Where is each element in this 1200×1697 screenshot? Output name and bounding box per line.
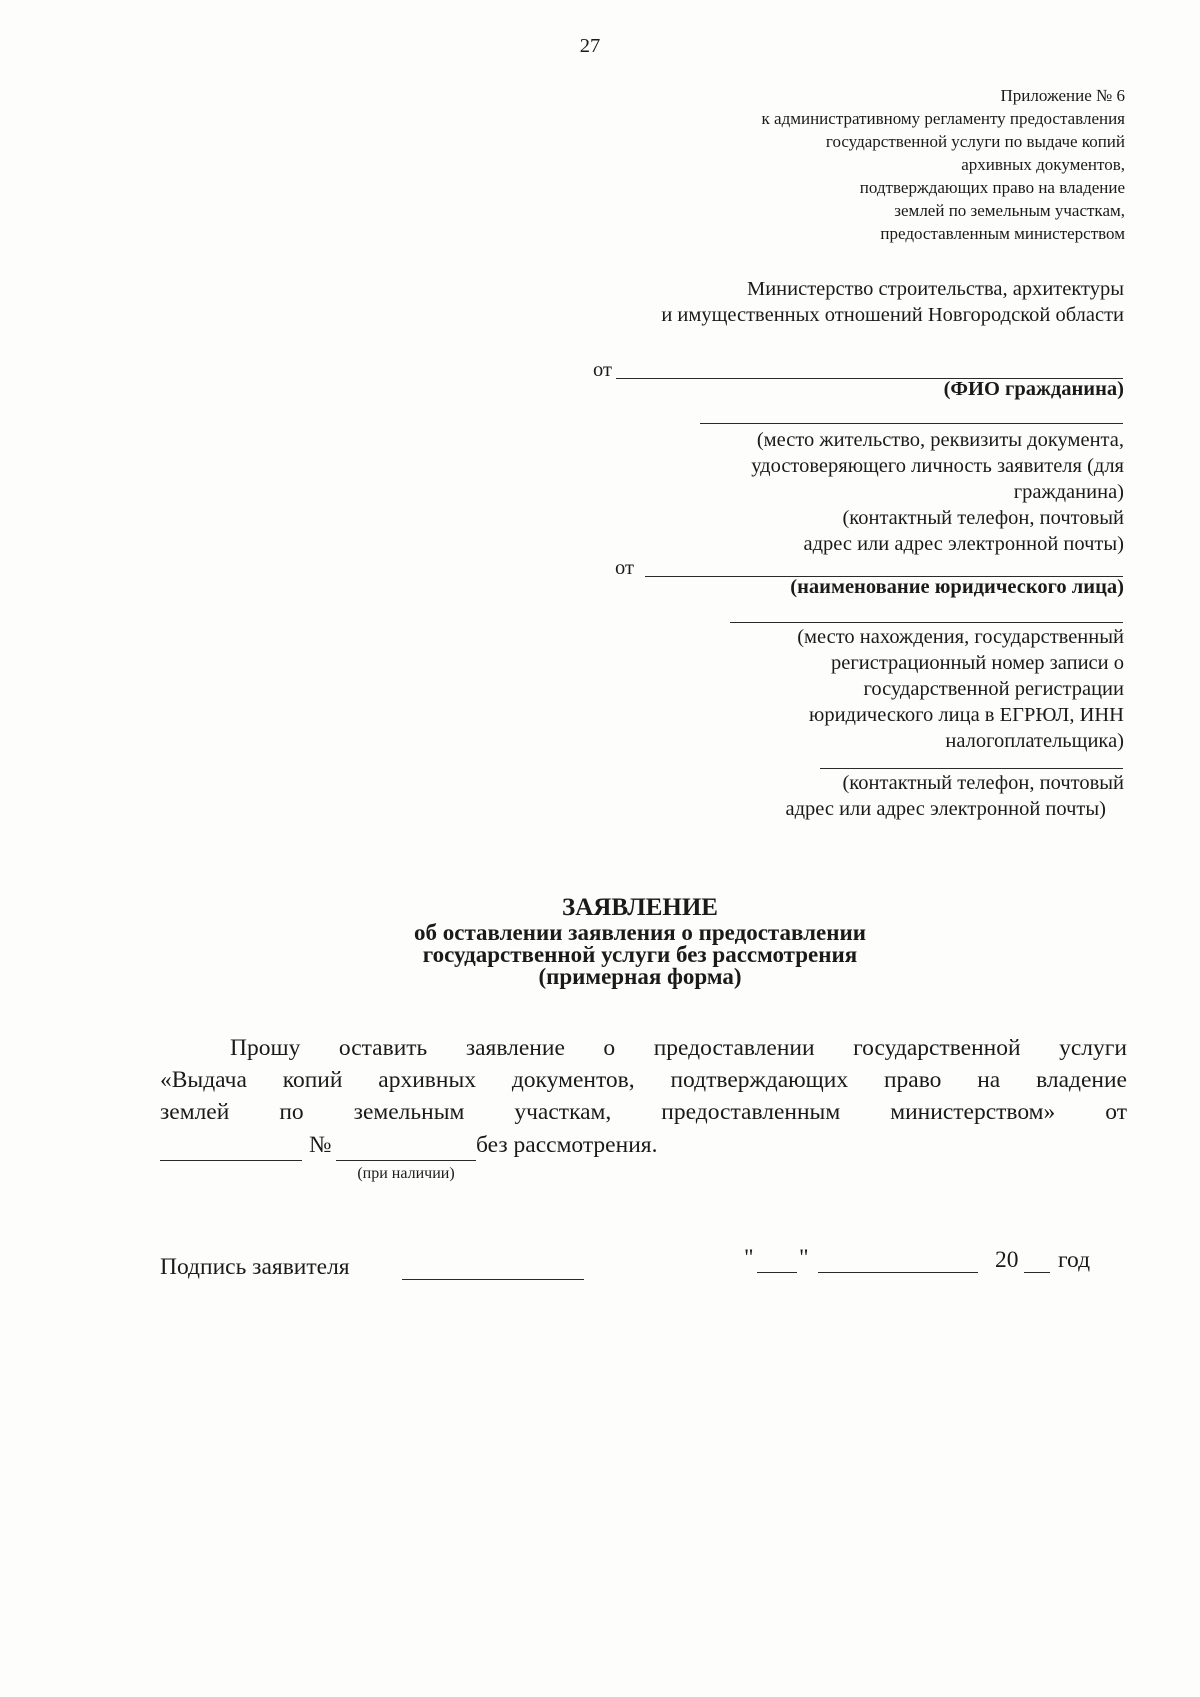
caption-line: удостоверяющего личность заявителя (для: [751, 455, 1124, 477]
caption-line: (контактный телефон, почтовый: [842, 507, 1124, 529]
citizen-name-caption: (ФИО гражданина): [943, 378, 1124, 400]
caption-line: (место нахождения, государственный: [797, 626, 1124, 648]
caption-line: регистрационный номер записи о: [831, 652, 1124, 674]
caption-line: (контактный телефон, почтовый: [842, 772, 1124, 794]
body-line-2: «Выдача копий архивных документов, подтверждающих право на владение: [160, 1067, 1127, 1093]
caption-line: гражданина): [1013, 481, 1124, 503]
statement-number-field[interactable]: [336, 1160, 476, 1161]
appendix-line: государственной услуги по выдаче копий: [825, 132, 1125, 151]
addressee: [500, 276, 1124, 328]
appendix-line: подтверждающих право на владение: [859, 178, 1125, 197]
number-note: (при наличии): [357, 1165, 455, 1182]
appendix-line: предоставленным министерством: [880, 224, 1125, 243]
number-sign: №: [309, 1132, 332, 1158]
caption-line: адрес или адрес электронной почты): [803, 533, 1124, 555]
legal-contact-caption: [640, 770, 1124, 822]
legal-location-field[interactable]: [730, 622, 1123, 623]
addressee-line: Министерство строительства, архитектуры: [746, 278, 1124, 300]
citizen-from-label: от: [593, 359, 612, 381]
body-line-1: Прошу оставить заявление о предоставлении государственной услуги: [230, 1035, 1127, 1061]
title-line: государственной услуги без рассмотрения: [422, 942, 858, 967]
appendix-line: к административному регламенту предоставления: [761, 109, 1125, 128]
signature-label: Подпись заявителя: [160, 1254, 350, 1280]
date-month-field[interactable]: [818, 1272, 978, 1273]
appendix-line: Приложение № 6: [1000, 86, 1125, 105]
page-number: 27: [579, 35, 601, 57]
legal-contact-field[interactable]: [820, 768, 1123, 769]
title-main: ЗАЯВЛЕНИЕ: [562, 894, 718, 921]
year-suffix: год: [1058, 1247, 1091, 1273]
addressee-line: и имущественных отношений Новгородской области: [661, 304, 1124, 326]
caption-line: (место жительство, реквизиты документа,: [756, 429, 1124, 451]
appendix-line: архивных документов,: [961, 155, 1125, 174]
legal-from-label: от: [615, 557, 634, 579]
citizen-residence-caption: [560, 427, 1124, 557]
caption-line: юридического лица в ЕГРЮЛ, ИНН: [809, 704, 1124, 726]
title-line: об оставлении заявления о предоставлении: [414, 920, 866, 945]
body-line-3: землей по земельным участкам, предоставленным министерством» от: [160, 1099, 1127, 1125]
signature-field[interactable]: [402, 1279, 584, 1280]
date-quote-open: ": [744, 1245, 754, 1271]
document-title: [300, 894, 980, 988]
date-quote-close: ": [799, 1245, 809, 1271]
date-year-field[interactable]: [1024, 1272, 1050, 1273]
appendix-line: землей по земельным участкам,: [894, 201, 1125, 220]
caption-line: налогоплательщика): [945, 730, 1124, 752]
caption-line: адрес или адрес электронной почты): [785, 798, 1106, 820]
body-tail: без рассмотрения.: [476, 1132, 658, 1158]
statement-date-field[interactable]: [160, 1160, 302, 1161]
legal-location-caption: [640, 624, 1124, 754]
caption-line: государственной регистрации: [863, 678, 1124, 700]
appendix-header: [560, 84, 1125, 245]
legal-name-caption: (наименование юридического лица): [790, 576, 1124, 598]
date-day-field[interactable]: [757, 1272, 797, 1273]
year-prefix: 20: [995, 1247, 1019, 1273]
citizen-residence-field[interactable]: [700, 423, 1123, 424]
title-line: (примерная форма): [538, 964, 742, 989]
